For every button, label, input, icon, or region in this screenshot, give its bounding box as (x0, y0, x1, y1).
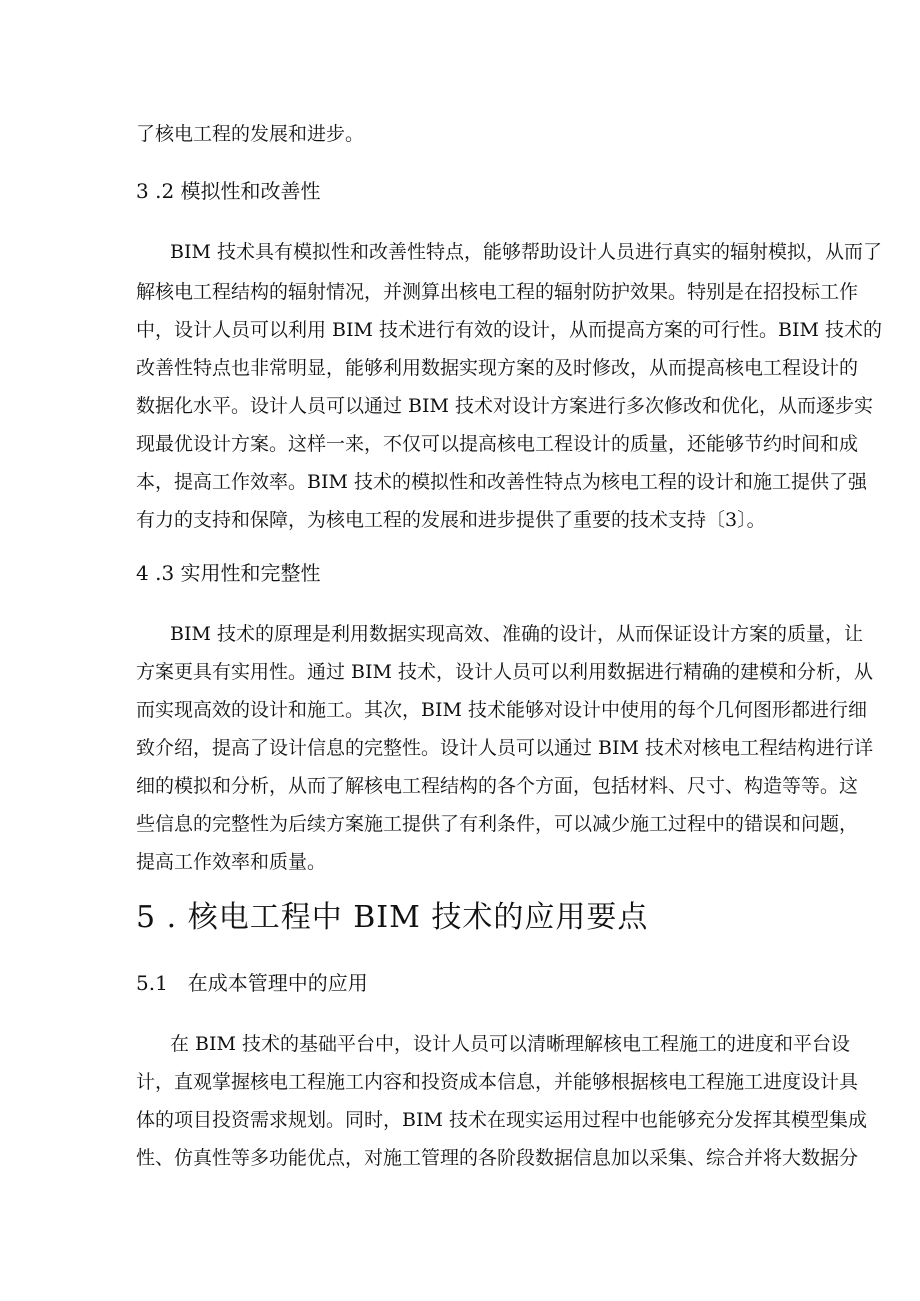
section-heading-3-2: 3 .2 模拟性和改善性 (136, 179, 321, 203)
paragraph-line: 有力的支持和保障，为核电工程的发展和进步提供了重要的技术支持〔3〕。 (136, 509, 766, 531)
paragraph-line: 本，提高工作效率。BIM 技术的模拟性和改善性特点为核电工程的设计和施工提供了强 (136, 471, 867, 493)
paragraph-line: BIM 技术具有模拟性和改善性特点，能够帮助设计人员进行真实的辐射模拟，从而了 (170, 241, 882, 263)
paragraph-line: 提高工作效率和质量。 (136, 851, 327, 873)
section-heading-5-1: 5.1 在成本管理中的应用 (136, 971, 368, 995)
paragraph-line: 而实现高效的设计和施工。其次，BIM 技术能够对设计中使用的每个几何图形都进行细 (136, 699, 867, 721)
paragraph-line: 了核电工程的发展和进步。 (136, 123, 365, 145)
paragraph-line: 解核电工程结构的辐射情况，并测算出核电工程的辐射防护效果。特别是在招投标工作 (136, 281, 859, 303)
paragraph-line: BIM 技术的原理是利用数据实现高效、准确的设计，从而保证设计方案的质量，让 (170, 623, 863, 645)
paragraph-line: 体的项目投资需求规划。同时，BIM 技术在现实运用过程中也能够充分发挥其模型集成 (136, 1109, 867, 1131)
paragraph-line: 细的模拟和分析，从而了解核电工程结构的各个方面，包括材料、尺寸、构造等等。这 (136, 775, 859, 797)
paragraph-line: 中，设计人员可以利用 BIM 技术进行有效的设计，从而提高方案的可行性。BIM 技术的 (136, 319, 882, 341)
section-heading-4-3: 4 .3 实用性和完整性 (136, 561, 321, 585)
paragraph-line: 方案更具有实用性。通过 BIM 技术，设计人员可以利用数据进行精确的建模和分析，从 (136, 661, 874, 683)
paragraph-line: 些信息的完整性为后续方案施工提供了有利条件，可以减少施工过程中的错误和问题， (136, 813, 859, 835)
paragraph-line: 计，直观掌握核电工程施工内容和投资成本信息，并能够根据核电工程施工进度设计具 (136, 1071, 859, 1093)
paragraph-line: 数据化水平。设计人员可以通过 BIM 技术对设计方案进行多次修改和优化，从而逐步实 (136, 395, 874, 417)
paragraph-line: 致介绍，提高了设计信息的完整性。设计人员可以通过 BIM 技术对核电工程结构进行详 (136, 737, 874, 759)
paragraph-line: 性、仿真性等多功能优点，对施工管理的各阶段数据信息加以采集、综合并将大数据分 (136, 1147, 859, 1169)
chapter-heading-5: 5 . 核电工程中 BIM 技术的应用要点 (136, 900, 649, 935)
paragraph-line: 现最优设计方案。这样一来，不仅可以提高核电工程设计的质量，还能够节约时间和成 (136, 433, 859, 455)
paragraph-line: 在 BIM 技术的基础平台中，设计人员可以清晰理解核电工程施工的进度和平台设 (170, 1033, 851, 1055)
paragraph-line: 改善性特点也非常明显，能够利用数据实现方案的及时修改，从而提高核电工程设计的 (136, 357, 859, 379)
